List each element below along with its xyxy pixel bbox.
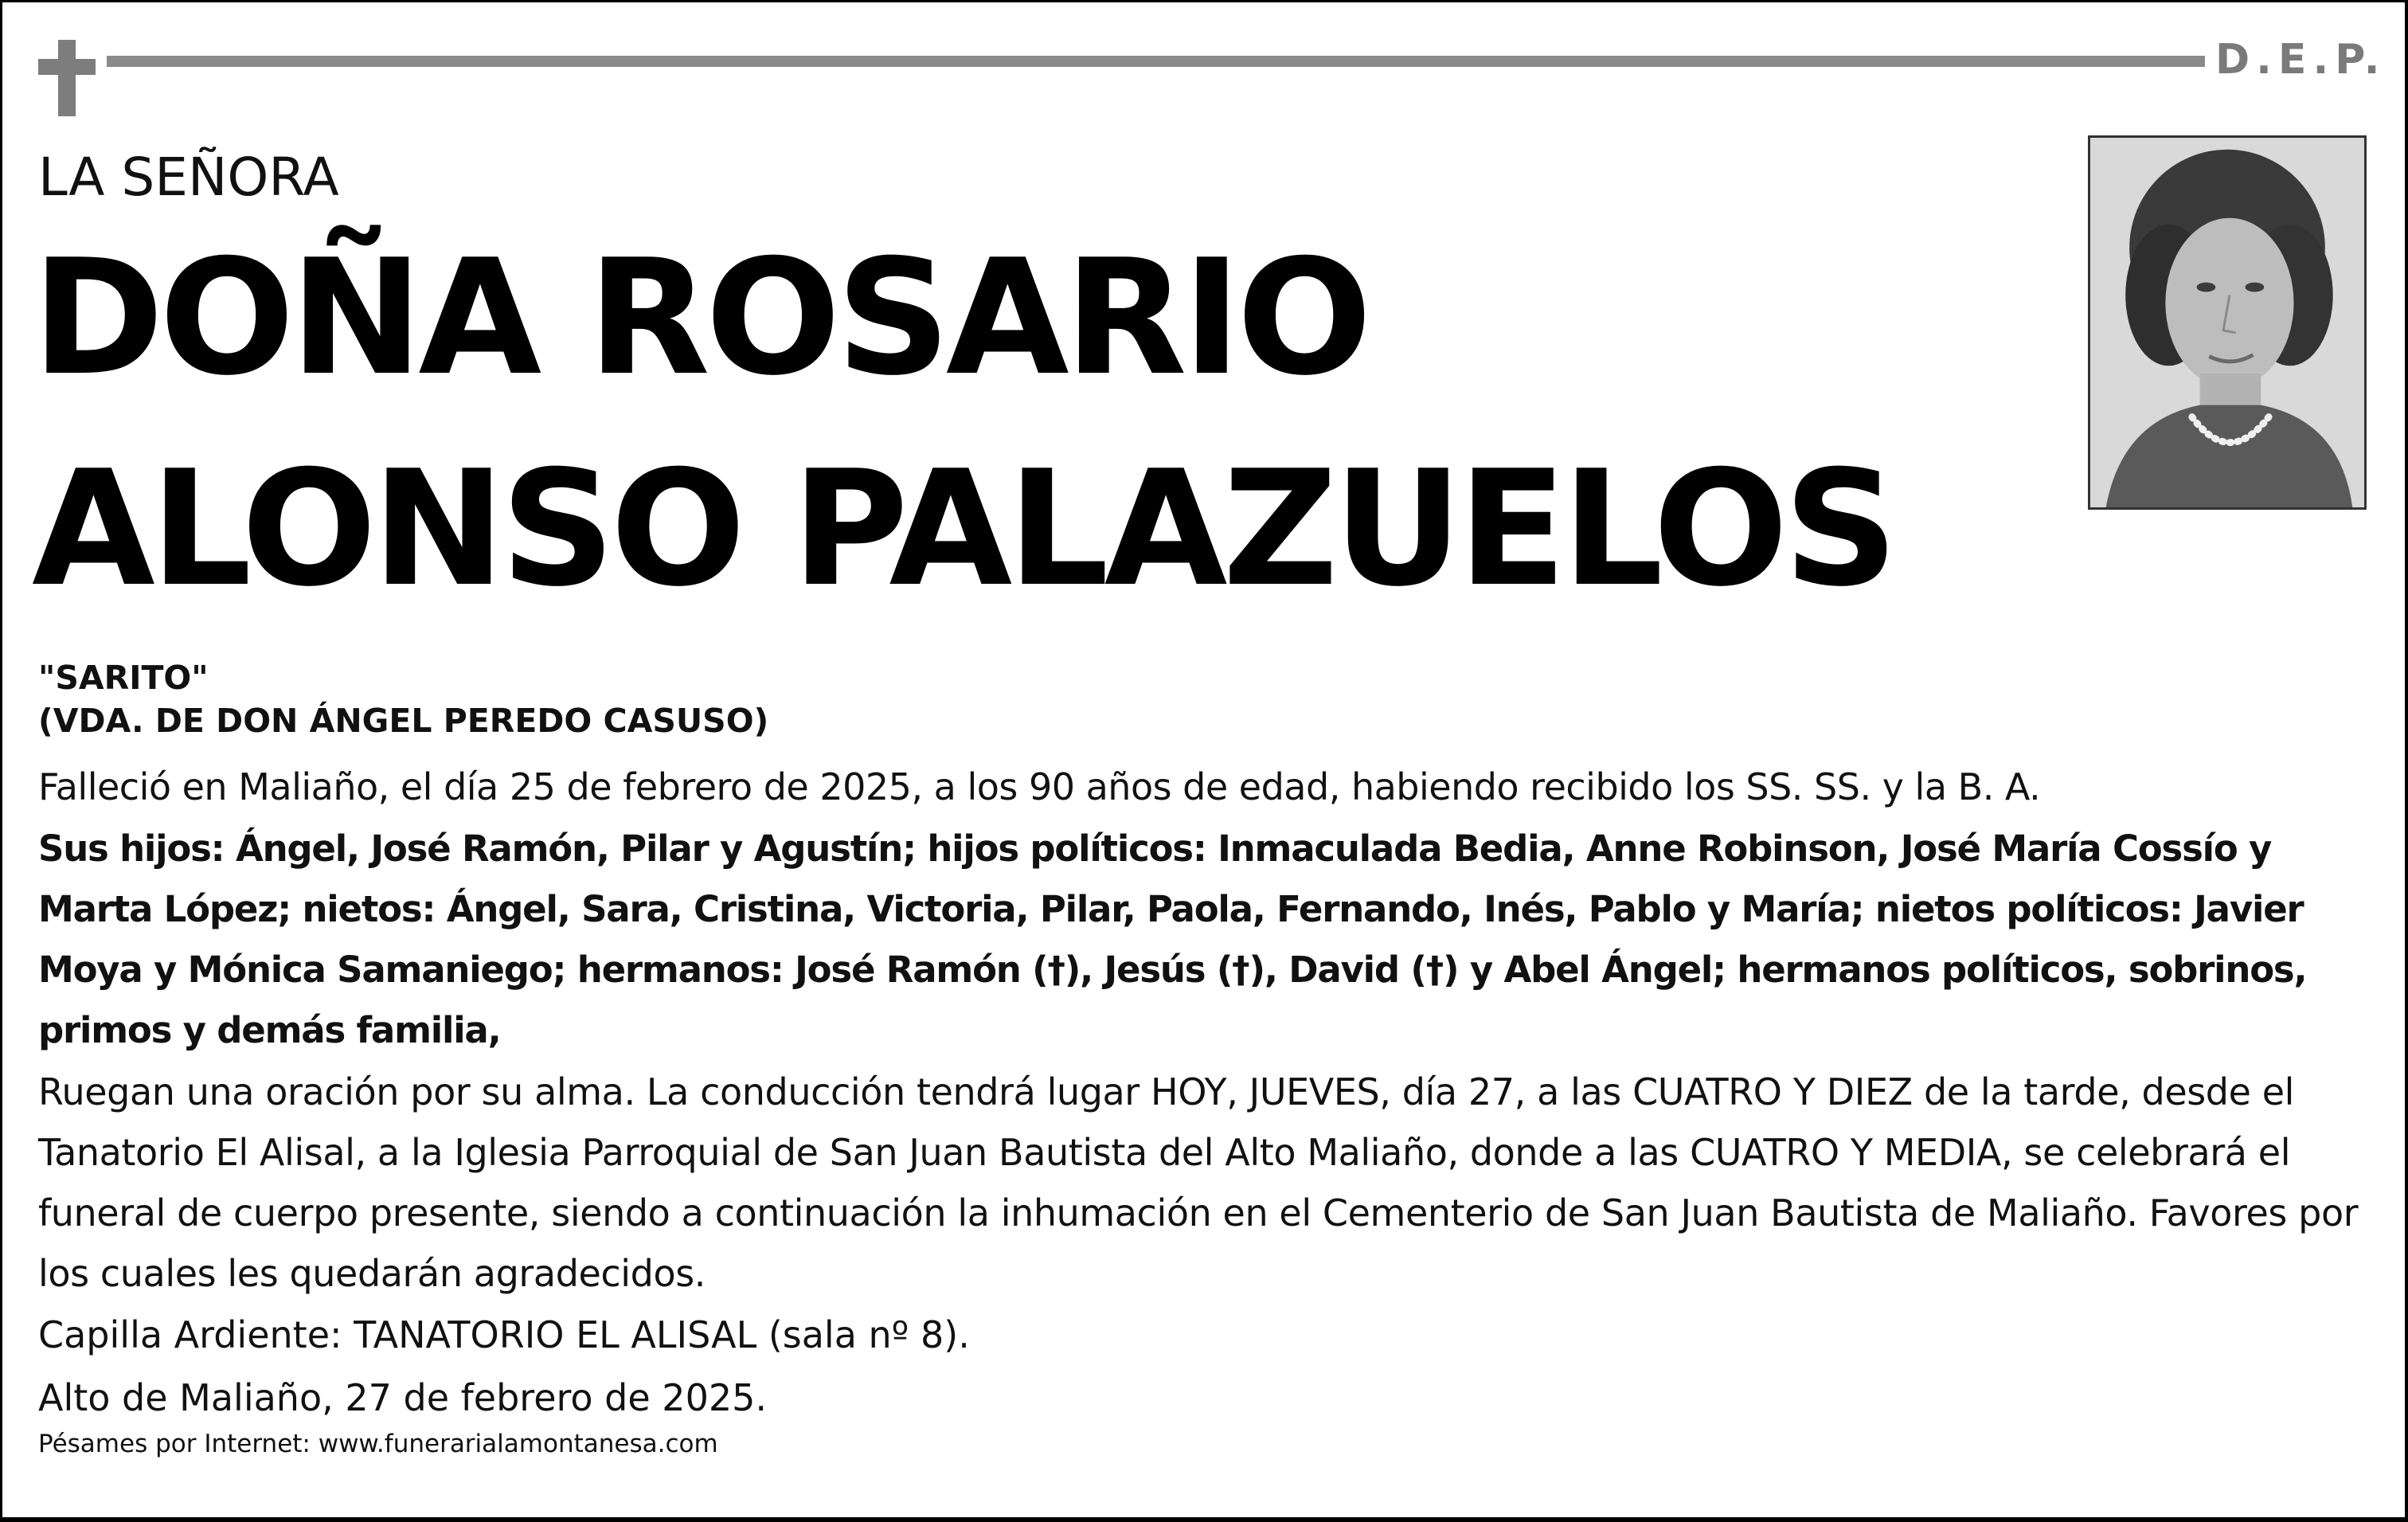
rest-in-peace-label: D.E.P. [2215,36,2386,84]
nickname: "SARITO" [38,659,209,697]
chapel-info: Capilla Ardiente: TANATORIO EL ALISAL (sala nº 8). [38,1313,970,1356]
frame-right-border [2405,0,2408,1522]
cross-icon [38,40,96,116]
deceased-name-line-1: DOÑA ROSARIO [32,225,1368,411]
portrait-photo [2088,135,2367,510]
frame-top-border [0,0,2408,2]
honorific: LA SEÑORA [38,147,339,208]
death-notice: Falleció en Maliaño, el día 25 de febrero de 2025, a los 90 años de edad, habiendo recibido los SS. SS. y la B. A. [38,765,2041,808]
family-list: Sus hijos: Ángel, José Ramón, Pilar y Agustín; hijos políticos: Inmaculada Bedia, Anne Robinson, José María Cossío y Marta López; nietos: Ángel, Sara, Cristina, Victoria, Pilar, Paola, Fernando, Inés, Pablo y María; nietos políticos: Javier Moya y Mónica Samaniego; hermanos: José Ramón (†), Jesús (†), David (†) y Abel Ángel; hermanos políticos, sobrinos, primos y demás familia, [38,828,2307,1051]
deceased-name-line-2: ALONSO PALAZUELOS [32,436,1894,622]
prayer-request: Ruegan una oración por su alma. La conducción tendrá lugar HOY, JUEVES, día 27, a las CUATRO Y DIEZ de la tarde, desde el Tanatorio El Alisal, a la Iglesia Parroquial de San Juan Bautista del Alto Maliaño, donde a las CUATRO Y MEDIA, se celebrará el funeral de cuerpo presente, siendo a continuación la inhumación en el Cementerio de San Juan Bautista de Maliaño. Favores por los cuales les quedarán agradecidos. [38,1070,2359,1295]
frame-left-border [0,0,2,1522]
widow-of: (VDA. DE DON ÁNGEL PEREDO CASUSO) [38,702,769,740]
frame-bottom-border [0,1517,2408,1522]
portrait-icon [2090,138,2364,507]
header-rule [107,56,2205,67]
place-and-date: Alto de Maliaño, 27 de febrero de 2025. [38,1376,767,1419]
condolences-link[interactable]: Pésames por Internet: www.funerarialamontanesa.com [38,1430,718,1458]
